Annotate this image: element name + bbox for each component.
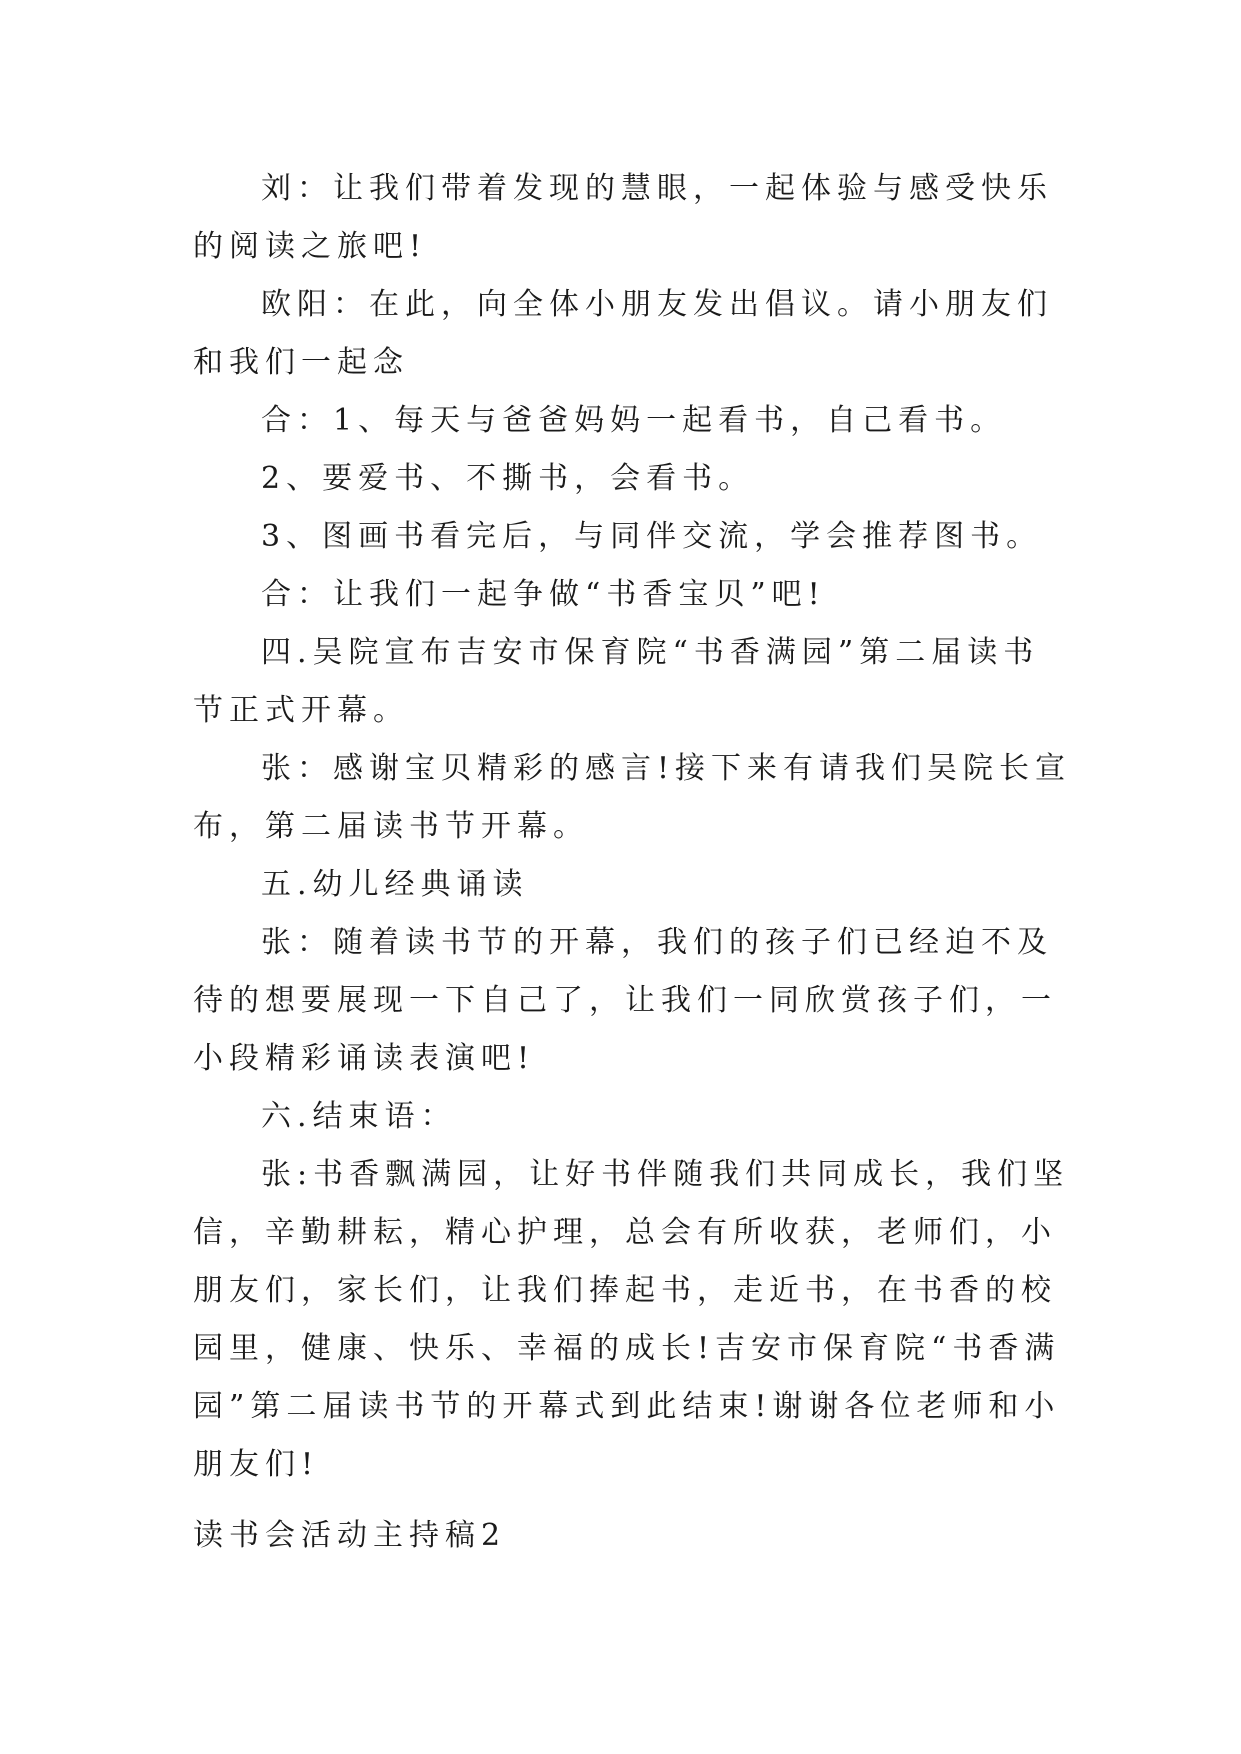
paragraph-section-six: 六.结束语： <box>261 1099 457 1134</box>
paragraph-liu-opening: 刘：让我们带着发现的慧眼，一起体验与感受快乐的阅读之旅吧! <box>193 171 1053 264</box>
paragraph-section-five: 五.幼儿经典诵读 <box>261 867 529 902</box>
section-heading: 读书会活动主持稿2 <box>193 1518 507 1553</box>
paragraph-together-item-1: 合：1、每天与爸爸妈妈一起看书，自己看书。 <box>261 403 1007 438</box>
paragraph-ouyang-proposal: 欧阳：在此，向全体小朋友发出倡议。请小朋友们和我们一起念 <box>193 287 1053 380</box>
paragraph-item-2: 2、要爱书、不撕书，会看书。 <box>261 461 755 496</box>
paragraph-item-3: 3、图画书看完后，与同伴交流，学会推荐图书。 <box>261 519 1043 554</box>
paragraph-zhang-closing: 张:书香飘满园，让好书伴随我们共同成长，我们坚信，辛勤耕耘，精心护理，总会有所收获，老师们，小朋友们，家长们，让我们捧起书，走近书，在书香的校园里，健康、快乐、幸福的成长!吉安市保育院“书香满园”第二届读书节的开幕式到此结束!谢谢各位老师和小朋友们! <box>193 1157 1070 1482</box>
document-body <box>193 160 1073 1494</box>
paragraph-section-four: 四.吴院宣布吉安市保育院“书香满园”第二届读书节正式开幕。 <box>193 635 1040 728</box>
paragraph-together-slogan: 合：让我们一起争做“书香宝贝”吧! <box>261 577 826 612</box>
paragraph-zhang-recital: 张：随着读书节的开幕，我们的孩子们已经迫不及待的想要展现一下自己了，让我们一同欣赏孩子们，一小段精彩诵读表演吧! <box>193 925 1057 1076</box>
paragraph-zhang-thanks: 张：感谢宝贝精彩的感言!接下来有请我们吴院长宣布，第二届读书节开幕。 <box>193 751 1072 844</box>
